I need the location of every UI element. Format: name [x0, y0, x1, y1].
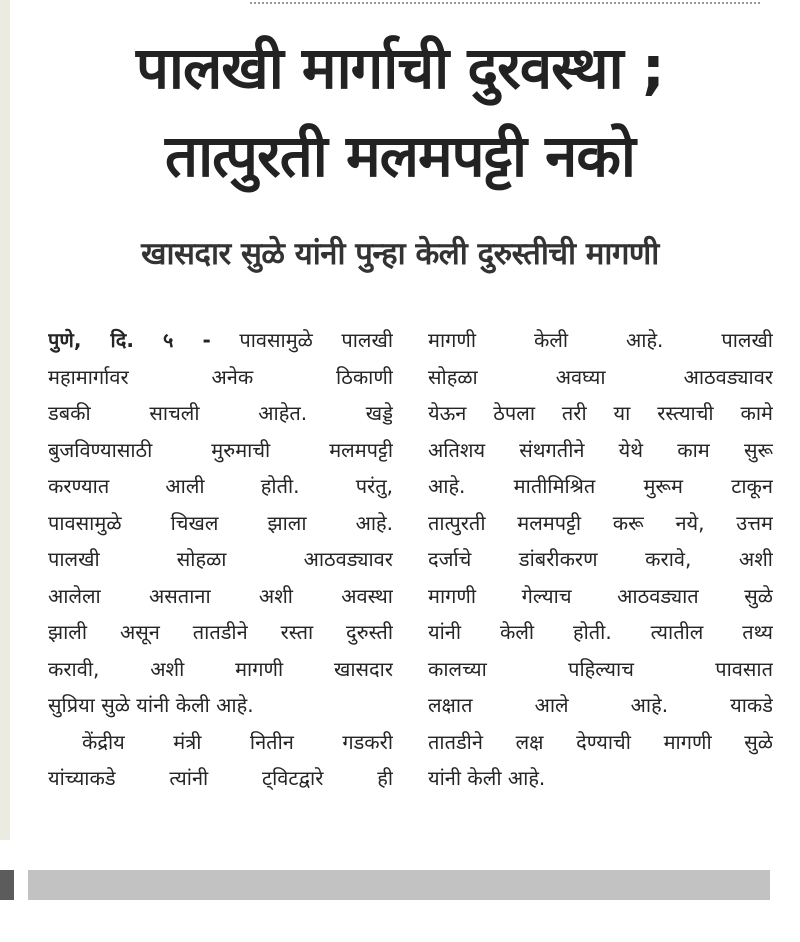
article-line: आलेला असताना अशी अवस्था — [48, 583, 393, 608]
first-line-text: पावसामुळे पालखी — [210, 328, 393, 352]
article-line: झाली असून तातडीने रस्ता दुरुस्ती — [48, 620, 393, 644]
article-line: कालच्या पहिल्याच पावसात — [428, 656, 773, 681]
article-line: दर्जाचे डांबरीकरण करावे, अशी — [428, 547, 773, 571]
bottom-gray-bar — [28, 870, 770, 900]
page-edge-strip — [0, 0, 10, 840]
right-column — [428, 322, 773, 797]
subheadline: खासदार सुळे यांनी पुन्हा केली दुरुस्तीची मागणी — [141, 236, 659, 272]
article-line: यांनी केली होती. त्यातील तथ्य — [428, 620, 773, 644]
article-line: मागणी गेल्याच आठवड्यात सुळे — [428, 583, 773, 608]
article-line: महामार्गावर अनेक ठिकाणी — [48, 364, 393, 389]
article-line: आहे. मातीमिश्रित मुरूम टाकून — [428, 474, 773, 498]
bottom-left-bar — [0, 870, 14, 900]
left-column — [48, 322, 393, 797]
article-line: लक्षात आले आहे. याकडे — [428, 693, 773, 717]
article-line: बुजविण्यासाठी मुरुमाची मलमपट्टी — [48, 437, 393, 462]
article-line: तातडीने लक्ष देण्याची मागणी सुळे — [428, 729, 773, 754]
article-line: पालखी सोहळा आठवड्यावर — [48, 547, 393, 571]
article-first-line — [48, 322, 393, 359]
article-paragraph-2-start: केंद्रीय मंत्री नितीन गडकरी — [82, 729, 393, 754]
article-line: पावसामुळे चिखल झाला आहे. — [48, 510, 393, 535]
article-line: तात्पुरती मलमपट्टी करू नये, उत्तम — [428, 510, 773, 535]
article-line: येऊन ठेपला तरी या रस्त्याची कामे — [428, 401, 773, 425]
article-line: मागणी केली आहे. पालखी — [428, 328, 773, 352]
article-line: करण्यात आली होती. परंतु, — [48, 474, 393, 498]
article-line: अतिशय संथगतीने येथे काम सुरू — [428, 437, 773, 462]
dateline: पुणे, दि. ५ - — [48, 328, 211, 352]
article-line: डबकी साचली आहेत. खड्डे — [48, 401, 393, 425]
headline-line-2: तात्पुरती मलमपट्टी नको — [165, 122, 635, 190]
article-last-line: यांनी केली आहे. — [428, 766, 546, 790]
headline-line-1: पालखी मार्गाची दुरवस्था ; — [135, 34, 665, 102]
article-paragraph-end: सुप्रिया सुळे यांनी केली आहे. — [48, 693, 254, 717]
article-line: सोहळा अवघ्या आठवड्यावर — [428, 364, 773, 389]
article-line: यांच्याकडे त्यांनी ट्विटद्वारे ही — [48, 766, 393, 790]
article-line: करावी, अशी मागणी खासदार — [48, 656, 393, 681]
top-dotted-rule — [250, 2, 760, 4]
